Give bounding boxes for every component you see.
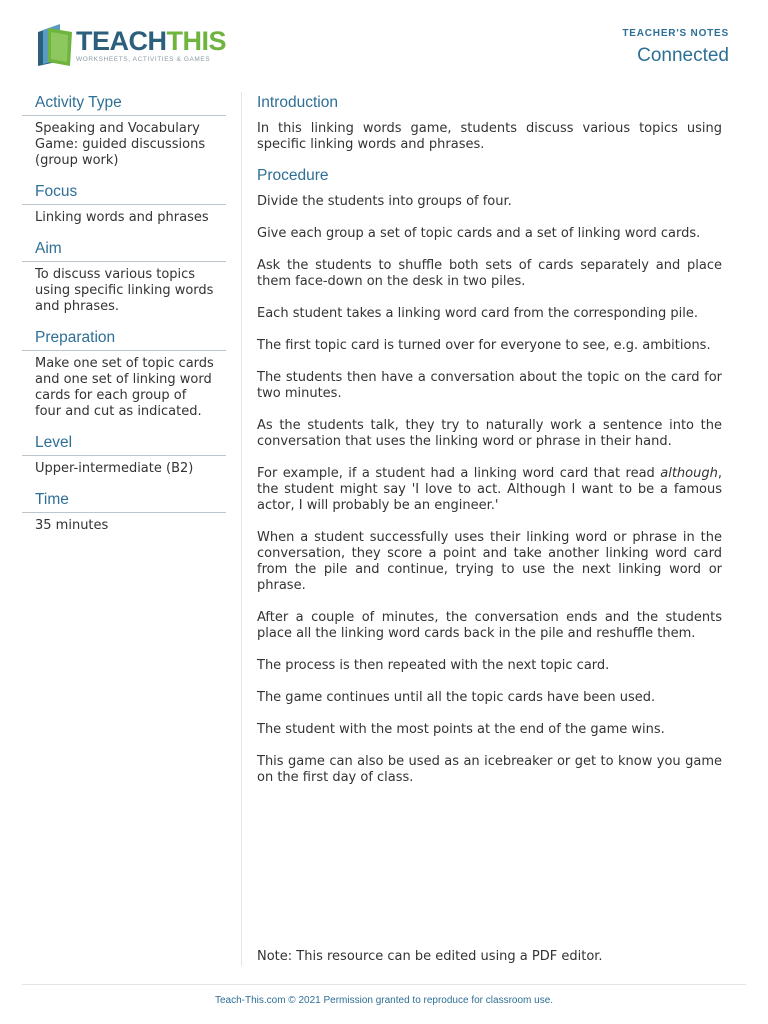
book-icon [34, 22, 74, 68]
column-divider [241, 92, 242, 966]
example-linking-word: although [660, 466, 718, 481]
procedure-step: Divide the students into groups of four. [257, 194, 512, 209]
preparation-text: Make one set of topic cards and one set of linking word cards for each group of four and cut as indicated. [35, 356, 214, 419]
focus-heading: Focus [22, 183, 226, 205]
aim-heading: Aim [22, 240, 226, 262]
brand-word-this: THIS [166, 26, 227, 56]
aim-section [22, 240, 226, 315]
level-heading: Level [22, 434, 226, 456]
brand-tagline: WORKSHEETS, ACTIVITIES & GAMES [76, 56, 211, 63]
introduction-heading: Introduction [257, 94, 338, 111]
focus-text: Linking words and phrases [35, 210, 209, 225]
brand-word-teach: TEACH [76, 26, 167, 56]
procedure-heading: Procedure [257, 167, 329, 184]
time-text: 35 minutes [35, 518, 109, 533]
example-text-after: , the student might say 'I love to act. Although I want to be a famous actor, I will probably be an engineer.' [257, 466, 722, 513]
teachers-notes-label: TEACHER'S NOTES [622, 28, 729, 39]
procedure-step: Give each group a set of topic cards and a set of linking word cards. [257, 226, 701, 241]
procedure-step: Each student takes a linking word card from the corresponding pile. [257, 306, 699, 321]
example-text-before: For example, if a student had a linking word card that read [257, 466, 661, 481]
example-paragraph [257, 466, 722, 514]
introduction-text: In this linking words game, students discuss various topics using specific linking words and phrases. [257, 121, 722, 152]
teach-this-logo [34, 22, 234, 72]
editing-note: Note: This resource can be edited using a PDF editor. [257, 949, 603, 964]
activity-type-text: Speaking and Vocabulary Game: guided discussions (group work) [35, 121, 206, 168]
procedure-step: As the students talk, they try to naturally work a sentence into the conversation that uses the linking word or phrase in their hand. [257, 418, 722, 449]
procedure-step: When a student successfully uses their linking word or phrase in the conversation, they score a point and take another linking word card from the pile and continue, trying to use the next linking word or phrase. [257, 530, 722, 593]
procedure-step: Ask the students to shuffle both sets of cards separately and place them face-down on the desk in two piles. [257, 258, 722, 289]
preparation-section [22, 329, 226, 420]
procedure-step: The students then have a conversation about the topic on the card for two minutes. [257, 370, 722, 401]
page-header [0, 0, 768, 82]
focus-section [22, 183, 226, 226]
time-section [22, 491, 226, 534]
main-content [257, 94, 722, 802]
level-text: Upper-intermediate (B2) [35, 461, 194, 476]
procedure-step: The process is then repeated with the next topic card. [257, 658, 610, 673]
activity-type-section [22, 94, 226, 169]
procedure-step: The student with the most points at the end of the game wins. [257, 722, 665, 737]
aim-text: To discuss various topics using specific linking words and phrases. [35, 267, 214, 314]
procedure-step: After a couple of minutes, the conversation ends and the students place all the linking word cards back in the pile and reshuffle them. [257, 610, 722, 641]
copyright-footer: Teach-This.com © 2021 Permission granted to reproduce for classroom use. [214, 995, 554, 1006]
procedure-step: The first topic card is turned over for everyone to see, e.g. ambitions. [257, 338, 711, 353]
footer-divider [22, 984, 746, 985]
procedure-step: This game can also be used as an icebreaker or get to know you game on the first day of class. [257, 754, 722, 785]
time-heading: Time [22, 491, 226, 513]
document-title: Connected [637, 45, 729, 66]
preparation-heading: Preparation [22, 329, 226, 351]
level-section [22, 434, 226, 477]
activity-type-heading: Activity Type [22, 94, 226, 116]
procedure-step: The game continues until all the topic cards have been used. [257, 690, 656, 705]
info-sidebar [22, 94, 226, 548]
